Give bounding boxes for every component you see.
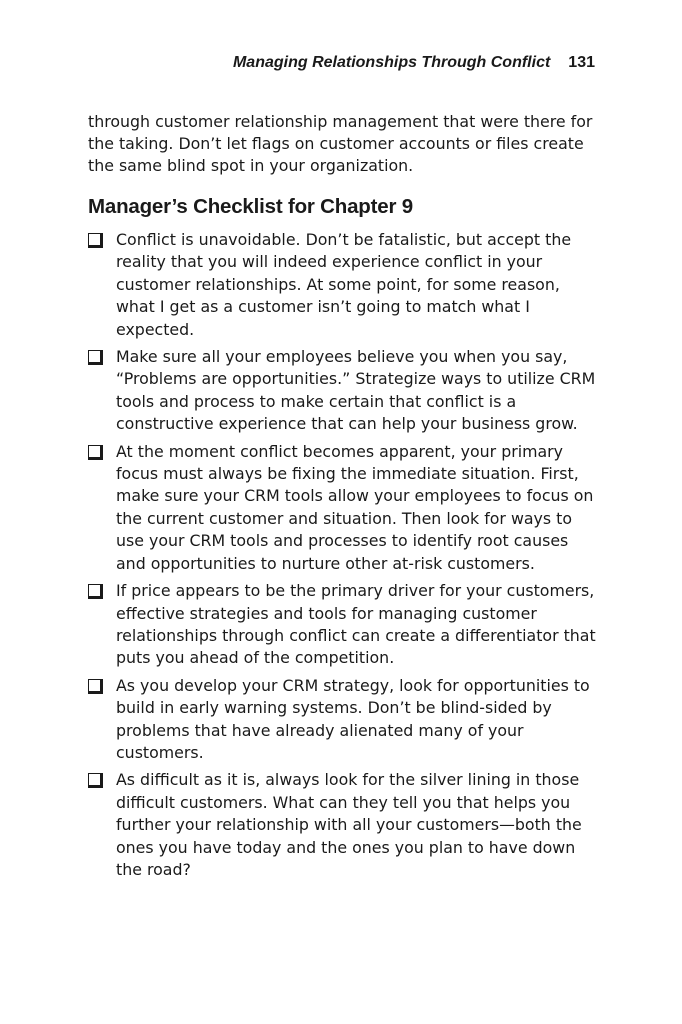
checklist-item — [88, 769, 598, 881]
intro-paragraph: through customer relationship management that were there for the taking. Don’t let flags on customer accounts or files create the same blind spot in your organization. — [88, 112, 593, 175]
checkbox-icon — [88, 584, 103, 599]
checklist-item-text: Conflict is unavoidable. Don’t be fatalistic, but accept the reality that you will indeed experience conflict in your customer relationships. At some point, for some reason, what I get as a customer isn’t going to match what I expected. — [116, 230, 572, 339]
checklist-item — [88, 441, 598, 575]
checklist-item-text: At the moment conflict becomes apparent, your primary focus must always be fixing the immediate situation. First, make sure your CRM tools allow your employees to focus on the current customer and situation. Then look for ways to use your CRM tools and processes to identify root causes and opportunities to nurture other at-risk customers. — [116, 441, 594, 573]
checkbox-icon — [88, 773, 103, 788]
running-head — [0, 54, 595, 72]
checkbox-icon — [88, 350, 103, 365]
checklist-item-text: As difficult as it is, always look for the silver lining in those difficult customers. What can they tell you that helps you further your relationship with all your customers—both the ones you have today and the ones you plan to have down the road? — [116, 770, 582, 879]
checklist — [88, 229, 598, 886]
checkbox-icon — [88, 233, 103, 248]
checklist-item-text: If price appears to be the primary driver for your customers, effective strategies and tools for managing customer relationships through conflict can create a differentiator that puts you ahead of the competition. — [116, 581, 596, 668]
checklist-item — [88, 675, 598, 765]
checklist-item — [88, 580, 598, 670]
checkbox-icon — [88, 445, 103, 460]
checkbox-icon — [88, 679, 103, 694]
checklist-item — [88, 229, 598, 341]
checklist-item-text: Make sure all your employees believe you when you say, “Problems are opportunities.” Strategize ways to utilize CRM tools and process to make certain that conflict is a constructive experience that can help your business grow. — [116, 347, 596, 434]
checklist-item-text: As you develop your CRM strategy, look for opportunities to build in early warning systems. Don’t be blind-sided by problems that have already alienated many of your customers. — [116, 675, 590, 762]
section-heading: Manager’s Checklist for Chapter 9 — [88, 195, 413, 218]
checklist-item — [88, 346, 598, 436]
page-number: 131 — [568, 54, 595, 71]
running-title: Managing Relationships Through Conflict — [232, 54, 551, 71]
